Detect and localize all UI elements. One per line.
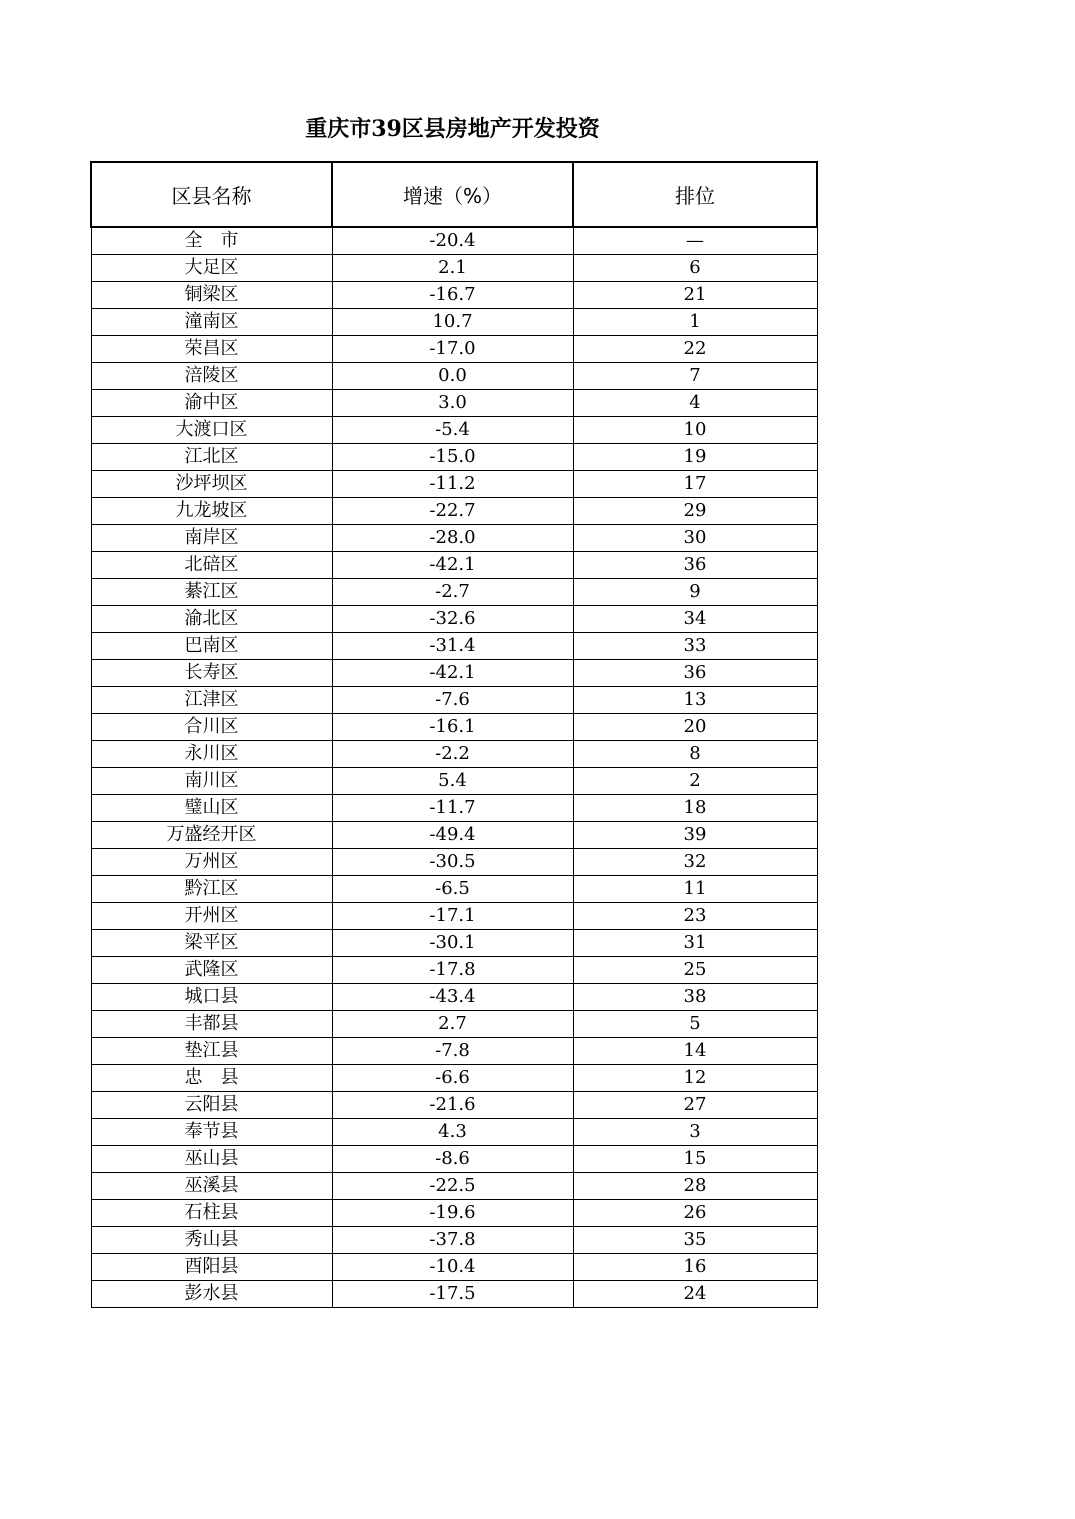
cell-district-name: 江北区: [91, 444, 332, 471]
cell-district-name: 武隆区: [91, 957, 332, 984]
cell-growth-rate: 10.7: [332, 309, 573, 336]
cell-district-name: 巫山县: [91, 1146, 332, 1173]
cell-district-name: 云阳县: [91, 1092, 332, 1119]
cell-district-name: 彭水县: [91, 1281, 332, 1308]
header-rank: 排位: [573, 162, 817, 227]
cell-district-name: 忠 县: [91, 1065, 332, 1092]
cell-growth-rate: -17.5: [332, 1281, 573, 1308]
cell-growth-rate: 3.0: [332, 390, 573, 417]
cell-growth-rate: -30.5: [332, 849, 573, 876]
cell-district-name: 全 市: [91, 227, 332, 255]
cell-growth-rate: -11.2: [332, 471, 573, 498]
cell-growth-rate: -49.4: [332, 822, 573, 849]
table-row: [91, 1227, 817, 1254]
table-row: [91, 660, 817, 687]
cell-rank: 4: [573, 390, 817, 417]
cell-growth-rate: -22.5: [332, 1173, 573, 1200]
table-row: [91, 498, 817, 525]
cell-district-name: 大渡口区: [91, 417, 332, 444]
cell-growth-rate: -43.4: [332, 984, 573, 1011]
cell-rank: 18: [573, 795, 817, 822]
cell-growth-rate: -37.8: [332, 1227, 573, 1254]
table-row: [91, 1173, 817, 1200]
cell-rank: 32: [573, 849, 817, 876]
cell-rank: 13: [573, 687, 817, 714]
cell-growth-rate: -42.1: [332, 660, 573, 687]
cell-district-name: 南川区: [91, 768, 332, 795]
header-district-name: 区县名称: [91, 162, 332, 227]
table-row: [91, 930, 817, 957]
table-row: [91, 876, 817, 903]
cell-growth-rate: -2.2: [332, 741, 573, 768]
cell-growth-rate: -17.1: [332, 903, 573, 930]
table-row: [91, 849, 817, 876]
cell-growth-rate: -15.0: [332, 444, 573, 471]
table-row: [91, 714, 817, 741]
table-row: [91, 1065, 817, 1092]
cell-rank: 10: [573, 417, 817, 444]
cell-growth-rate: 2.7: [332, 1011, 573, 1038]
table-row: [91, 1038, 817, 1065]
cell-rank: 22: [573, 336, 817, 363]
cell-growth-rate: -42.1: [332, 552, 573, 579]
cell-growth-rate: 4.3: [332, 1119, 573, 1146]
cell-growth-rate: 0.0: [332, 363, 573, 390]
cell-district-name: 黔江区: [91, 876, 332, 903]
table-row: [91, 552, 817, 579]
cell-rank: 14: [573, 1038, 817, 1065]
table-row: [91, 525, 817, 552]
cell-growth-rate: -22.7: [332, 498, 573, 525]
table-header-row: [91, 162, 817, 227]
cell-rank: 21: [573, 282, 817, 309]
cell-growth-rate: 2.1: [332, 255, 573, 282]
cell-district-name: 沙坪坝区: [91, 471, 332, 498]
cell-growth-rate: -17.8: [332, 957, 573, 984]
cell-district-name: 石柱县: [91, 1200, 332, 1227]
cell-district-name: 潼南区: [91, 309, 332, 336]
table-row: [91, 363, 817, 390]
cell-growth-rate: -5.4: [332, 417, 573, 444]
cell-rank: 9: [573, 579, 817, 606]
table-row: [91, 1200, 817, 1227]
cell-district-name: 秀山县: [91, 1227, 332, 1254]
table-row: [91, 984, 817, 1011]
cell-district-name: 北碚区: [91, 552, 332, 579]
cell-district-name: 永川区: [91, 741, 332, 768]
table-row: [91, 957, 817, 984]
cell-rank: 20: [573, 714, 817, 741]
cell-district-name: 城口县: [91, 984, 332, 1011]
cell-district-name: 涪陵区: [91, 363, 332, 390]
cell-growth-rate: -6.6: [332, 1065, 573, 1092]
table-row: [91, 606, 817, 633]
cell-growth-rate: -7.6: [332, 687, 573, 714]
cell-rank: 35: [573, 1227, 817, 1254]
cell-rank: 5: [573, 1011, 817, 1038]
table-row: [91, 390, 817, 417]
cell-growth-rate: -2.7: [332, 579, 573, 606]
cell-district-name: 酉阳县: [91, 1254, 332, 1281]
table-row: [91, 1281, 817, 1308]
cell-rank: 29: [573, 498, 817, 525]
cell-growth-rate: -21.6: [332, 1092, 573, 1119]
cell-rank: 16: [573, 1254, 817, 1281]
cell-rank: 31: [573, 930, 817, 957]
cell-growth-rate: -10.4: [332, 1254, 573, 1281]
cell-district-name: 开州区: [91, 903, 332, 930]
table-row: [91, 795, 817, 822]
cell-district-name: 江津区: [91, 687, 332, 714]
cell-district-name: 綦江区: [91, 579, 332, 606]
table-row: [91, 417, 817, 444]
cell-rank: 39: [573, 822, 817, 849]
table-row: [91, 336, 817, 363]
cell-growth-rate: -16.1: [332, 714, 573, 741]
table-row: [91, 741, 817, 768]
table-row: [91, 1011, 817, 1038]
cell-growth-rate: -8.6: [332, 1146, 573, 1173]
table-row: [91, 444, 817, 471]
table-row-total: [91, 227, 817, 255]
cell-district-name: 铜梁区: [91, 282, 332, 309]
table-row: [91, 255, 817, 282]
cell-rank: 17: [573, 471, 817, 498]
header-growth-rate: 增速（%）: [332, 162, 573, 227]
table-row: [91, 1119, 817, 1146]
cell-rank: 27: [573, 1092, 817, 1119]
cell-rank: 23: [573, 903, 817, 930]
cell-rank: 6: [573, 255, 817, 282]
cell-rank: 28: [573, 1173, 817, 1200]
cell-district-name: 丰都县: [91, 1011, 332, 1038]
cell-district-name: 九龙坡区: [91, 498, 332, 525]
cell-rank: 36: [573, 660, 817, 687]
cell-growth-rate: -31.4: [332, 633, 573, 660]
cell-rank: 33: [573, 633, 817, 660]
table-row: [91, 309, 817, 336]
cell-growth-rate: -6.5: [332, 876, 573, 903]
table-row: [91, 471, 817, 498]
cell-rank: 36: [573, 552, 817, 579]
table-row: [91, 687, 817, 714]
table-row: [91, 282, 817, 309]
cell-growth-rate: -32.6: [332, 606, 573, 633]
cell-district-name: 万盛经开区: [91, 822, 332, 849]
cell-rank: 30: [573, 525, 817, 552]
cell-growth-rate: -17.0: [332, 336, 573, 363]
cell-growth-rate: -28.0: [332, 525, 573, 552]
cell-rank: 15: [573, 1146, 817, 1173]
table-row: [91, 822, 817, 849]
cell-rank: 12: [573, 1065, 817, 1092]
cell-rank: 8: [573, 741, 817, 768]
cell-rank: 25: [573, 957, 817, 984]
investment-table: [90, 161, 818, 1308]
table-row: [91, 1146, 817, 1173]
cell-rank: 3: [573, 1119, 817, 1146]
cell-district-name: 璧山区: [91, 795, 332, 822]
cell-district-name: 巫溪县: [91, 1173, 332, 1200]
cell-district-name: 长寿区: [91, 660, 332, 687]
table-row: [91, 903, 817, 930]
cell-district-name: 渝北区: [91, 606, 332, 633]
cell-growth-rate: 5.4: [332, 768, 573, 795]
cell-district-name: 合川区: [91, 714, 332, 741]
cell-rank: —: [573, 227, 817, 255]
cell-district-name: 渝中区: [91, 390, 332, 417]
cell-rank: 26: [573, 1200, 817, 1227]
cell-rank: 7: [573, 363, 817, 390]
table-row: [91, 1092, 817, 1119]
cell-rank: 24: [573, 1281, 817, 1308]
cell-rank: 11: [573, 876, 817, 903]
page-title: 重庆市39区县房地产开发投资: [305, 116, 600, 142]
table-row: [91, 1254, 817, 1281]
cell-rank: 1: [573, 309, 817, 336]
cell-rank: 19: [573, 444, 817, 471]
cell-growth-rate: -20.4: [332, 227, 573, 255]
cell-district-name: 大足区: [91, 255, 332, 282]
table-row: [91, 579, 817, 606]
cell-rank: 34: [573, 606, 817, 633]
cell-growth-rate: -30.1: [332, 930, 573, 957]
cell-district-name: 荣昌区: [91, 336, 332, 363]
cell-growth-rate: -19.6: [332, 1200, 573, 1227]
cell-rank: 38: [573, 984, 817, 1011]
cell-rank: 2: [573, 768, 817, 795]
table-row: [91, 633, 817, 660]
cell-district-name: 垫江县: [91, 1038, 332, 1065]
cell-growth-rate: -16.7: [332, 282, 573, 309]
cell-growth-rate: -7.8: [332, 1038, 573, 1065]
cell-growth-rate: -11.7: [332, 795, 573, 822]
cell-district-name: 梁平区: [91, 930, 332, 957]
cell-district-name: 奉节县: [91, 1119, 332, 1146]
table-row: [91, 768, 817, 795]
cell-district-name: 南岸区: [91, 525, 332, 552]
cell-district-name: 巴南区: [91, 633, 332, 660]
cell-district-name: 万州区: [91, 849, 332, 876]
